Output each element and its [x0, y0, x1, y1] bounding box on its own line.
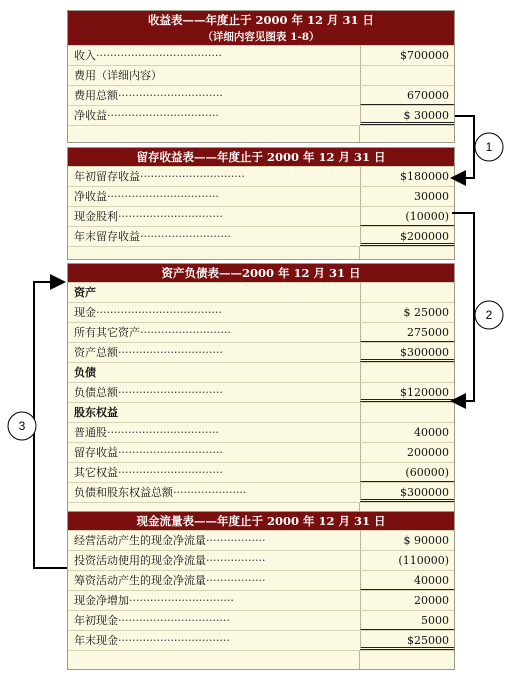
equity-heading: 股东权益	[74, 406, 118, 419]
row-value: (10000)	[360, 207, 454, 226]
cash-flow-title: 现金流量表——年度止于 2000 年 12 月 31 日	[136, 514, 386, 528]
row-label: 负债和股东权益总额	[74, 486, 173, 499]
row-label: 费用（详细内容）	[74, 69, 162, 82]
circle-3-label: 3	[18, 419, 26, 433]
table-row: 筹资活动产生的现金净流量················· 40000	[68, 570, 454, 590]
row-value: 200000	[360, 443, 454, 462]
table-row: 普通股································ 40000	[68, 422, 454, 442]
row-value: (60000)	[360, 463, 454, 482]
row-value: $700000	[360, 46, 454, 65]
row-value: (110000)	[360, 551, 454, 570]
table-row: 年初留存收益······························ $180000	[68, 166, 454, 186]
row-label: 年末留存收益	[74, 230, 140, 243]
income-statement-subtitle: （详细内容见图表 1-8）	[202, 31, 320, 43]
connector-1-line	[452, 116, 474, 178]
row-label: 净收益	[74, 109, 107, 122]
table-row: 年末留存收益·························· $200000	[68, 226, 454, 246]
row-label: 其它权益	[74, 466, 118, 479]
table-row: 负债和股东权益总额····················· $300000	[68, 482, 454, 502]
row-label: 现金	[74, 306, 96, 319]
row-value: $300000	[360, 343, 454, 362]
row-value: 30000	[360, 187, 454, 206]
row-value: 40000	[360, 571, 454, 590]
row-label: 负债总额	[74, 386, 118, 399]
row-label: 所有其它资产	[74, 326, 140, 339]
row-value: 20000	[360, 591, 454, 610]
table-row: 所有其它资产·························· 275000	[68, 322, 454, 342]
row-value: $200000	[360, 227, 454, 246]
row-value: $ 25000	[360, 303, 454, 322]
row-label: 留存收益	[74, 446, 118, 459]
row-label: 经营活动产生的现金净流量	[74, 534, 206, 547]
table-row: 费用总额······························ 670000	[68, 85, 454, 105]
row-label: 筹资活动产生的现金净流量	[74, 574, 206, 587]
row-label: 收入	[74, 49, 96, 62]
connector-2-line	[452, 213, 474, 401]
row-value: $ 90000	[360, 531, 454, 550]
row-label: 年末现金	[74, 634, 118, 647]
row-label: 年初现金	[74, 614, 118, 627]
table-row: 经营活动产生的现金净流量················· $ 90000	[68, 530, 454, 550]
connector-3-line	[34, 282, 67, 568]
liabilities-heading: 负债	[74, 366, 96, 379]
row-value: $120000	[360, 383, 454, 402]
row-label: 现金股利	[74, 210, 118, 223]
table-row: 现金股利······························ (10000)	[68, 206, 454, 226]
row-value: 5000	[360, 611, 454, 630]
assets-heading: 资产	[74, 286, 96, 299]
row-label: 资产总额	[74, 346, 118, 359]
row-label: 费用总额	[74, 89, 118, 102]
row-value: $300000	[360, 483, 454, 502]
table-row: 年初现金································ 5000	[68, 610, 454, 630]
table-row: 负债总额······························ $120000	[68, 382, 454, 402]
table-row: 留存收益······························ 200000	[68, 442, 454, 462]
table-row: 资产总额······························ $300000	[68, 342, 454, 362]
row-value: $180000	[360, 167, 454, 186]
row-value: $ 30000	[360, 106, 454, 125]
table-row: 年末现金································ $25000	[68, 630, 454, 650]
row-label: 现金净增加	[74, 594, 129, 607]
circle-1-label: 1	[485, 140, 493, 154]
table-row: 投资活动使用的现金净流量················· (110000)	[68, 550, 454, 570]
balance-sheet-title: 资产负债表——2000 年 12 月 31 日	[161, 266, 361, 280]
row-label: 普通股	[74, 426, 107, 439]
row-value: $25000	[360, 631, 454, 650]
income-statement-title: 收益表——年度止于 2000 年 12 月 31 日	[147, 13, 375, 27]
row-label: 年初留存收益	[74, 170, 140, 183]
table-row: 净收益································ 30000	[68, 186, 454, 206]
table-row: 现金···································· $ 25000	[68, 302, 454, 322]
row-label: 投资活动使用的现金净流量	[74, 554, 206, 567]
row-value: 670000	[360, 86, 454, 105]
row-label: 净收益	[74, 190, 107, 203]
table-row: 净收益································ $ 30000	[68, 105, 454, 125]
circle-2-label: 2	[485, 308, 493, 322]
row-value: 275000	[360, 323, 454, 342]
retained-earnings-title: 留存收益表——年度止于 2000 年 12 月 31 日	[136, 150, 386, 164]
table-row: 现金净增加······························ 20000	[68, 590, 454, 610]
table-row: 收入···································· $700000	[68, 45, 454, 65]
row-value: 40000	[360, 423, 454, 442]
table-row: 其它权益······························ (60000)	[68, 462, 454, 482]
